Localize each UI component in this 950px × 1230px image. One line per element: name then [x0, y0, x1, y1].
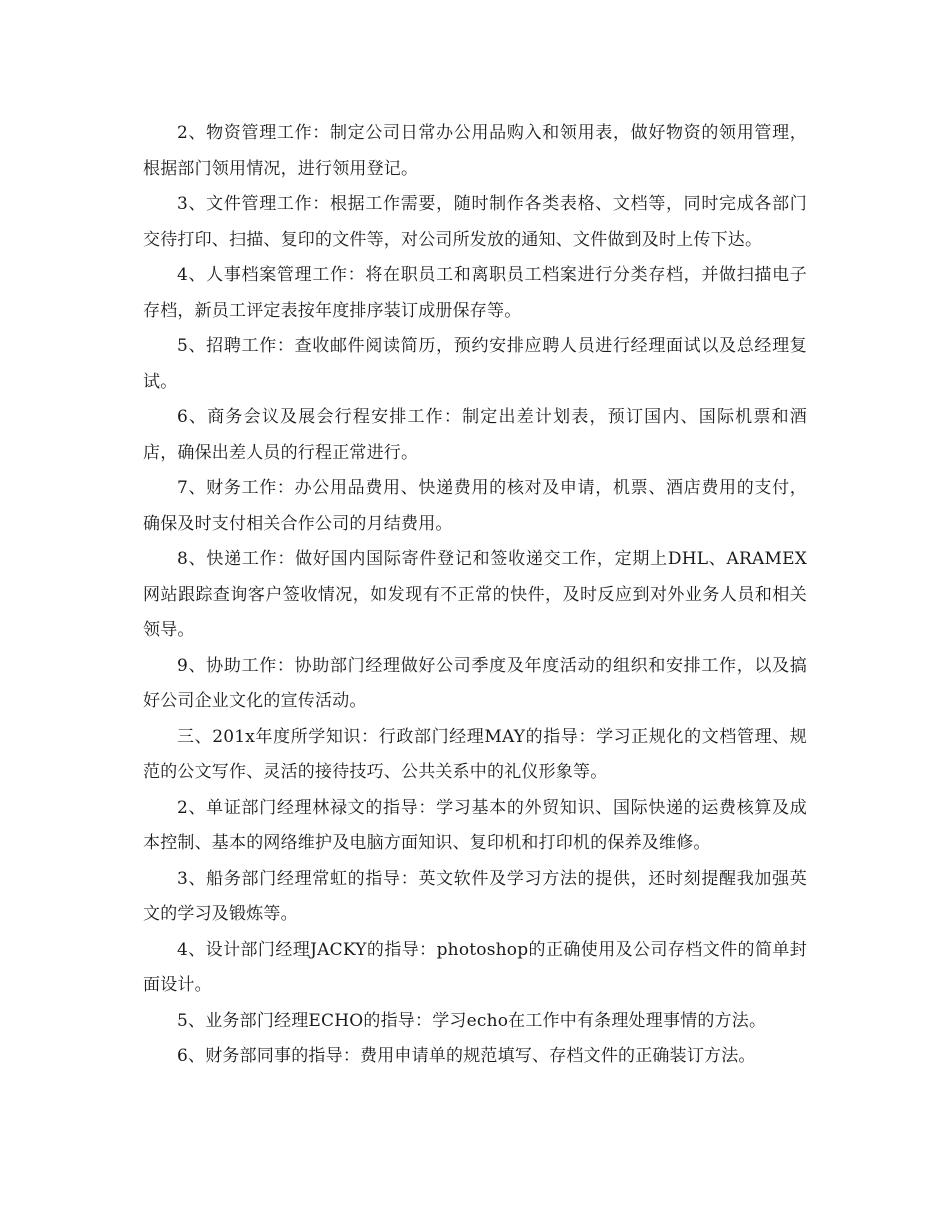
paragraph-file-management: 3、文件管理工作：根据工作需要，随时制作各类表格、文档等，同时完成各部门交待打印、扫描、复印的文件等，对公司所发放的通知、文件做到及时上传下达。: [143, 194, 807, 250]
paragraph-express-delivery: 8、快递工作：做好国内国际寄件登记和签收递交工作，定期上DHL、ARAMEX网站跟踪查询客户签收情况，如发现有不正常的快件，及时反应到对外业务人员和相关领导。: [143, 549, 807, 640]
paragraph-recruitment: 5、招聘工作：查收邮件阅读简历，预约安排应聘人员进行经理面试以及总经理复试。: [143, 336, 807, 392]
paragraph-knowledge-business: 5、业务部门经理ECHO的指导：学习echo在工作中有条理处理事情的方法。: [177, 1010, 767, 1031]
paragraph-knowledge-admin: 三、201x年度所学知识：行政部门经理MAY的指导：学习正规化的文档管理、规范的公文写作、灵活的接待技巧、公共关系中的礼仪形象等。: [143, 726, 807, 782]
paragraph-knowledge-documents: 2、单证部门经理林禄文的指导：学习基本的外贸知识、国际快递的运费核算及成本控制、基本的网络维护及电脑方面知识、复印机和打印机的保养及维修。: [143, 797, 807, 853]
paragraph-personnel-archives: 4、人事档案管理工作：将在职员工和离职员工档案进行分类存档，并做扫描电子存档，新员工评定表按年度排序装订成册保存等。: [143, 265, 807, 321]
paragraph-finance: 7、财务工作：办公用品费用、快递费用的核对及申请，机票、酒店费用的支付，确保及时支付相关合作公司的月结费用。: [143, 478, 807, 534]
paragraph-supplies-management: 2、物资管理工作：制定公司日常办公用品购入和领用表，做好物资的领用管理，根据部门领用情况，进行领用登记。: [143, 123, 807, 179]
paragraph-assistance: 9、协助工作：协助部门经理做好公司季度及年度活动的组织和安排工作，以及搞好公司企业文化的宣传活动。: [143, 655, 807, 711]
paragraph-knowledge-finance: 6、财务部同事的指导：费用申请单的规范填写、存档文件的正确装订方法。: [177, 1046, 756, 1066]
paragraph-business-travel: 6、商务会议及展会行程安排工作：制定出差计划表，预订国内、国际机票和酒店，确保出差人员的行程正常进行。: [143, 407, 807, 463]
paragraph-knowledge-shipping: 3、船务部门经理常虹的指导：英文软件及学习方法的提供，还时刻提醒我加强英文的学习及锻炼等。: [143, 868, 807, 924]
paragraph-knowledge-design: 4、设计部门经理JACKY的指导：photoshop的正确使用及公司存档文件的简单封面设计。: [143, 939, 807, 995]
document-body: [143, 116, 807, 1075]
